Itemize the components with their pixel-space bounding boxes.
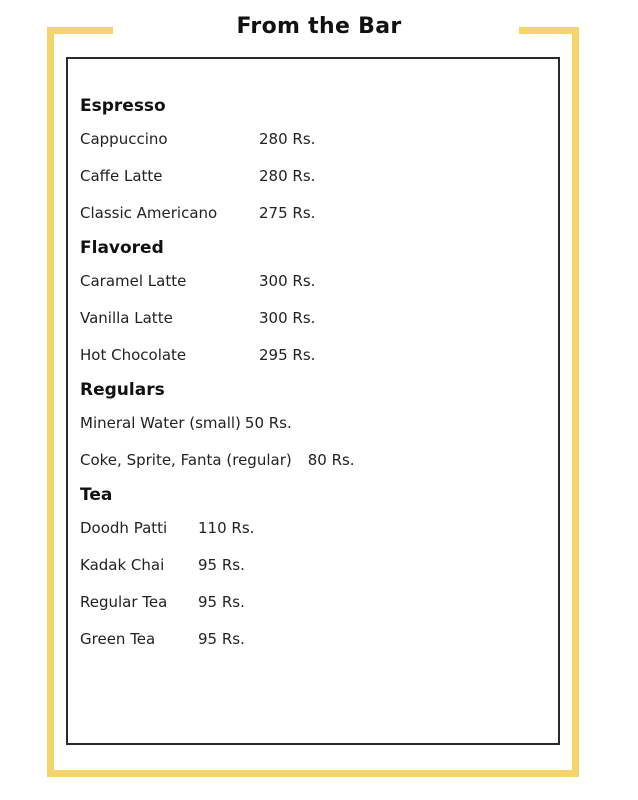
item-name: Hot Chocolate xyxy=(80,346,187,364)
menu-item xyxy=(80,409,540,446)
section-flavored xyxy=(80,236,540,378)
item-name: Regular Tea xyxy=(80,593,168,611)
item-name: Cappuccino xyxy=(80,130,168,148)
item-price: 95 Rs. xyxy=(198,593,245,611)
item-price: 275 Rs. xyxy=(259,204,316,222)
item-price: 300 Rs. xyxy=(259,309,316,327)
item-price: 280 Rs. xyxy=(259,167,316,185)
item-price: 110 Rs. xyxy=(198,519,255,537)
menu-item xyxy=(80,625,540,662)
menu-item xyxy=(80,341,540,378)
item-price: 280 Rs. xyxy=(259,130,316,148)
item-price: 95 Rs. xyxy=(198,556,245,574)
item-name: Green Tea xyxy=(80,630,156,648)
menu-item xyxy=(80,125,540,162)
item-name: Kadak Chai xyxy=(80,556,165,574)
item-price: 50 Rs. xyxy=(244,414,292,432)
menu-item xyxy=(80,514,540,551)
item-price: 295 Rs. xyxy=(259,346,316,364)
menu-item xyxy=(80,199,540,236)
menu-list xyxy=(80,94,540,662)
item-name: Mineral Water (small) xyxy=(80,414,241,432)
item-name: Coke, Sprite, Fanta (regular) xyxy=(80,451,292,469)
menu-item xyxy=(80,162,540,199)
item-name: Caffe Latte xyxy=(80,167,163,185)
item-name: Vanilla Latte xyxy=(80,309,173,327)
menu-title: From the Bar xyxy=(236,14,402,39)
menu-item xyxy=(80,267,540,304)
section-espresso xyxy=(80,94,540,236)
item-price: 80 Rs. xyxy=(307,451,355,469)
item-price: 300 Rs. xyxy=(259,272,316,290)
section-heading: Tea xyxy=(80,485,113,505)
section-heading: Regulars xyxy=(80,380,165,400)
menu-item xyxy=(80,304,540,341)
item-price: 95 Rs. xyxy=(198,630,245,648)
section-heading: Flavored xyxy=(80,238,164,258)
menu-item xyxy=(80,551,540,588)
section-tea xyxy=(80,483,540,662)
menu-item xyxy=(80,588,540,625)
menu-item xyxy=(80,446,540,483)
item-name: Classic Americano xyxy=(80,204,218,222)
section-regulars xyxy=(80,378,540,483)
section-heading: Espresso xyxy=(80,96,166,116)
item-name: Doodh Patti xyxy=(80,519,168,537)
item-name: Caramel Latte xyxy=(80,272,187,290)
